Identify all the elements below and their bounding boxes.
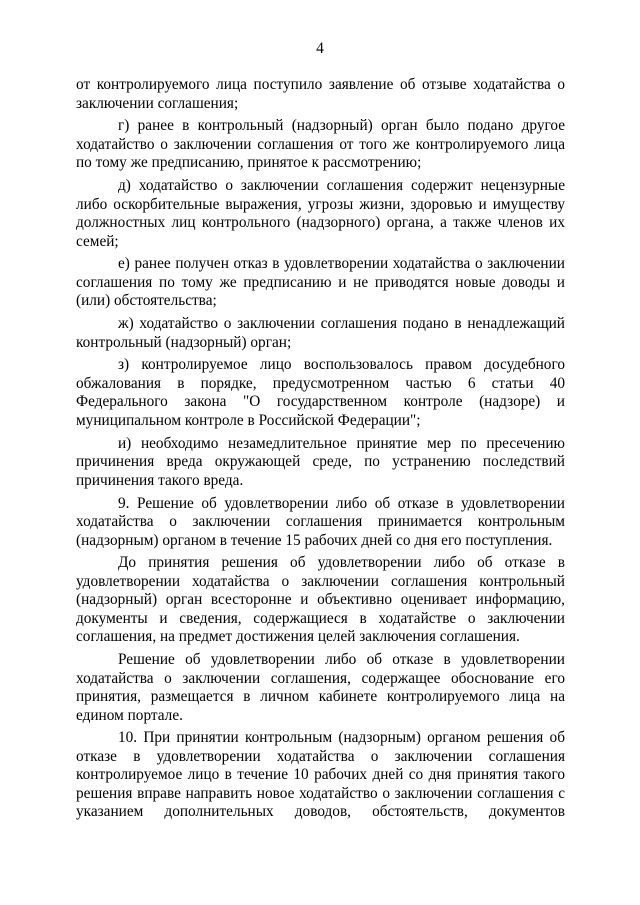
paragraph-item-i: и) необходимо незамедлительное принятие мер по пресечению причинения вреда окружающей среде, по устранению последствий причинения такого вреда.	[76, 434, 565, 489]
document-body	[76, 76, 565, 822]
paragraph-clause-9-publication: Решение об удовлетворении либо об отказе в удовлетворении ходатайства о заключении соглашения, содержащее обоснование его принятия, размещается в личном кабинете контролируемого лица на едином портале.	[76, 651, 565, 724]
paragraph-clause-9-assessment: До принятия решения об удовлетворении либо об отказе в удовлетворении ходатайства о заключении соглашения контрольный (надзорный) орган всесторонне и объективно оценивает информацию, документы и сведения, содержащиеся в ходатайстве о заключении соглашения, на предмет достижения целей заключения соглашения.	[76, 554, 565, 646]
paragraph-item-g: г) ранее в контрольный (надзорный) орган было подано другое ходатайство о заключении соглашения от того же контролируемого лица по тому же предписанию, принятое к рассмотрению;	[76, 117, 565, 172]
paragraph-clause-9: 9. Решение об удовлетворении либо об отказе в удовлетворении ходатайства о заключении соглашения принимается контрольным (надзорным) органом в течение 15 рабочих дней со дня его поступления.	[76, 494, 565, 549]
paragraph-item-d: д) ходатайство о заключении соглашения содержит нецензурные либо оскорбительные выражения, угрозы жизни, здоровью и имуществу должностных лиц контрольного (надзорного) органа, а также членов их семей;	[76, 177, 565, 250]
paragraph-item-zh: ж) ходатайство о заключении соглашения подано в ненадлежащий контрольный (надзорный) орган;	[76, 315, 565, 351]
page-number: 4	[316, 40, 324, 57]
paragraph-clause-10: 10. При принятии контрольным (надзорным) органом решения об отказе в удовлетворении ходатайства о заключении соглашения контролируемое лицо в течение 10 рабочих дней со дня принятия такого решения вправе направить новое ходатайство о заключении соглашения с указанием дополнительных доводов, обстоятельств, документов	[76, 729, 565, 821]
paragraph-continuation: от контролируемого лица поступило заявление об отзыве ходатайства о заключении соглашения;	[76, 76, 565, 112]
paragraph-item-e: е) ранее получен отказ в удовлетворении ходатайства о заключении соглашения по тому же предписанию и не приводятся новые доводы и (или) обстоятельства;	[76, 255, 565, 310]
paragraph-item-z: з) контролируемое лицо воспользовалось правом досудебного обжалования в порядке, предусмотренном частью 6 статьи 40 Федерального закона "О государственном контроле (надзоре) и муниципальном контроле в Российской Федерации";	[76, 356, 565, 429]
